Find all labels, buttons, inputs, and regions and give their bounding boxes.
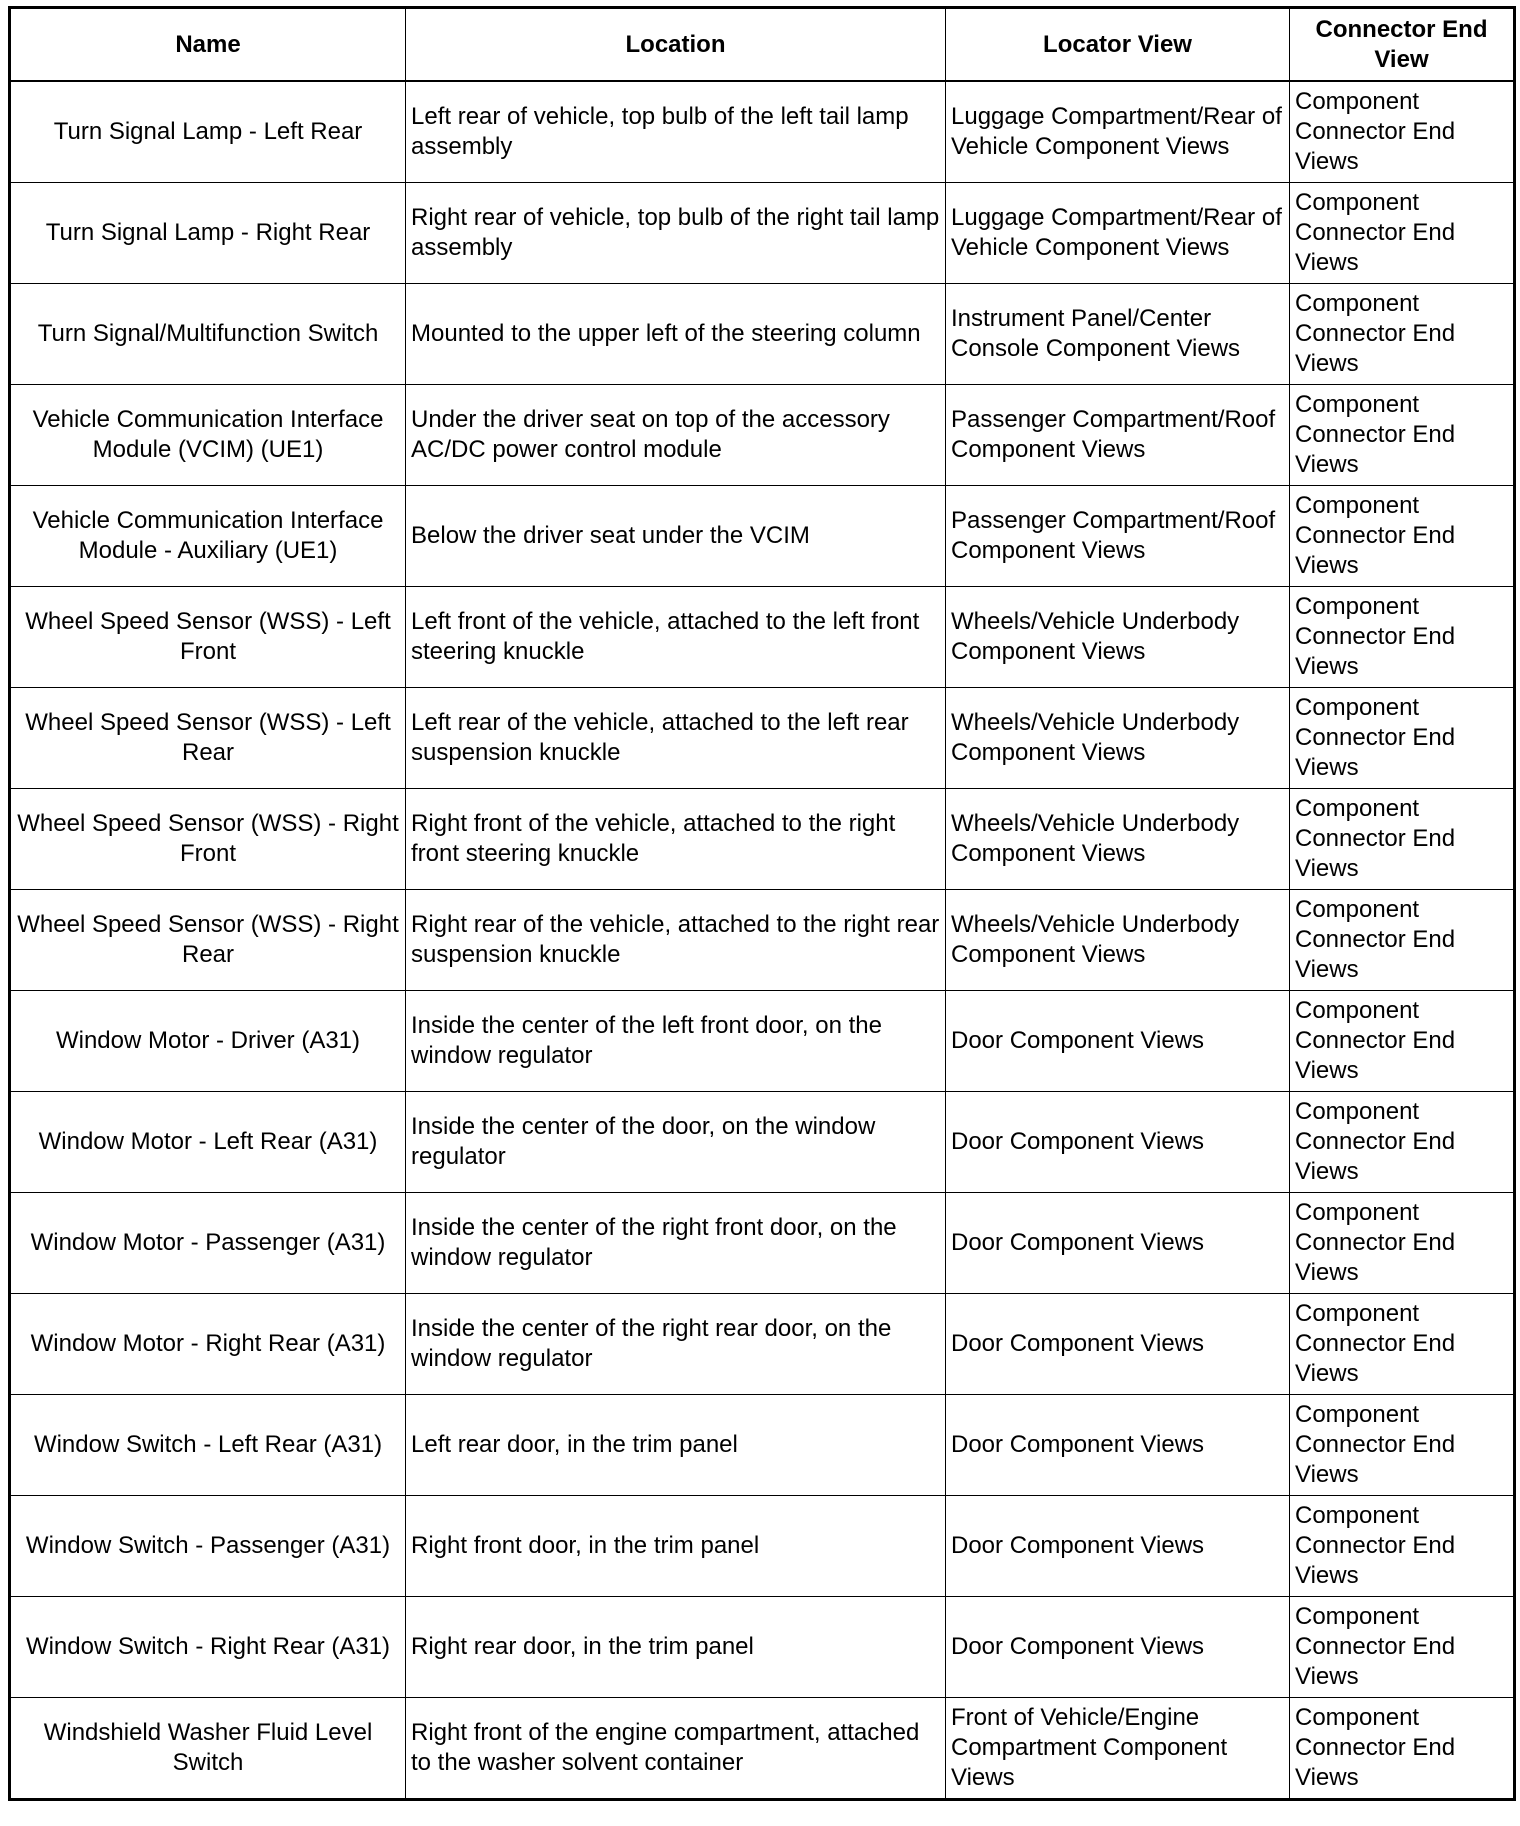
cell-location: Inside the center of the right front door, on the window regulator: [406, 1193, 946, 1294]
cell-connector-end-view: Component Connector End Views: [1290, 587, 1515, 688]
cell-location: Right front of the vehicle, attached to the right front steering knuckle: [406, 789, 946, 890]
cell-name: Wheel Speed Sensor (WSS) - Right Front: [10, 789, 406, 890]
cell-name: Window Switch - Left Rear (A31): [10, 1395, 406, 1496]
cell-name: Wheel Speed Sensor (WSS) - Left Rear: [10, 688, 406, 789]
component-locator-table-wrapper: [8, 6, 1513, 1801]
cell-connector-end-view: Component Connector End Views: [1290, 183, 1515, 284]
cell-connector-end-view: Component Connector End Views: [1290, 284, 1515, 385]
cell-location: Inside the center of the right rear door, on the window regulator: [406, 1294, 946, 1395]
table-row: [10, 81, 1515, 183]
component-locator-table: [8, 6, 1516, 1801]
table-row: [10, 1294, 1515, 1395]
table-row: [10, 1698, 1515, 1800]
header-location: Location: [406, 8, 946, 82]
table-row: [10, 1193, 1515, 1294]
cell-connector-end-view: Component Connector End Views: [1290, 789, 1515, 890]
cell-name: Window Switch - Passenger (A31): [10, 1496, 406, 1597]
table-row: [10, 183, 1515, 284]
cell-name: Window Motor - Passenger (A31): [10, 1193, 406, 1294]
table-row: [10, 890, 1515, 991]
cell-name: Turn Signal/Multifunction Switch: [10, 284, 406, 385]
cell-location: Right rear of the vehicle, attached to the right rear suspension knuckle: [406, 890, 946, 991]
table-body: [10, 81, 1515, 1800]
header-locator-view: Locator View: [946, 8, 1290, 82]
cell-locator-view: Door Component Views: [946, 1496, 1290, 1597]
cell-connector-end-view: Component Connector End Views: [1290, 1597, 1515, 1698]
cell-location: Inside the center of the left front door, on the window regulator: [406, 991, 946, 1092]
cell-connector-end-view: Component Connector End Views: [1290, 1092, 1515, 1193]
cell-location: Below the driver seat under the VCIM: [406, 486, 946, 587]
cell-connector-end-view: Component Connector End Views: [1290, 1698, 1515, 1800]
header-name: Name: [10, 8, 406, 82]
cell-connector-end-view: Component Connector End Views: [1290, 890, 1515, 991]
cell-location: Right front door, in the trim panel: [406, 1496, 946, 1597]
cell-connector-end-view: Component Connector End Views: [1290, 1496, 1515, 1597]
cell-locator-view: Passenger Compartment/Roof Component Views: [946, 486, 1290, 587]
cell-location: Right front of the engine compartment, attached to the washer solvent container: [406, 1698, 946, 1800]
cell-name: Turn Signal Lamp - Left Rear: [10, 81, 406, 183]
cell-connector-end-view: Component Connector End Views: [1290, 991, 1515, 1092]
cell-locator-view: Door Component Views: [946, 1092, 1290, 1193]
cell-connector-end-view: Component Connector End Views: [1290, 81, 1515, 183]
table-row: [10, 385, 1515, 486]
cell-connector-end-view: Component Connector End Views: [1290, 1294, 1515, 1395]
cell-name: Window Motor - Driver (A31): [10, 991, 406, 1092]
table-row: [10, 789, 1515, 890]
table-row: [10, 1395, 1515, 1496]
header-row: [10, 8, 1515, 82]
cell-name: Wheel Speed Sensor (WSS) - Right Rear: [10, 890, 406, 991]
cell-name: Vehicle Communication Interface Module - Auxiliary (UE1): [10, 486, 406, 587]
cell-locator-view: Wheels/Vehicle Underbody Component Views: [946, 688, 1290, 789]
cell-locator-view: Door Component Views: [946, 991, 1290, 1092]
cell-locator-view: Door Component Views: [946, 1395, 1290, 1496]
cell-name: Window Switch - Right Rear (A31): [10, 1597, 406, 1698]
cell-connector-end-view: Component Connector End Views: [1290, 1193, 1515, 1294]
table-header: [10, 8, 1515, 82]
cell-location: Left rear of vehicle, top bulb of the left tail lamp assembly: [406, 81, 946, 183]
cell-name: Wheel Speed Sensor (WSS) - Left Front: [10, 587, 406, 688]
cell-locator-view: Wheels/Vehicle Underbody Component Views: [946, 789, 1290, 890]
cell-locator-view: Wheels/Vehicle Underbody Component Views: [946, 587, 1290, 688]
cell-location: Inside the center of the door, on the window regulator: [406, 1092, 946, 1193]
cell-location: Right rear door, in the trim panel: [406, 1597, 946, 1698]
header-connector-end-view: Connector End View: [1290, 8, 1515, 82]
cell-locator-view: Instrument Panel/Center Console Component Views: [946, 284, 1290, 385]
cell-locator-view: Door Component Views: [946, 1193, 1290, 1294]
cell-locator-view: Luggage Compartment/Rear of Vehicle Component Views: [946, 81, 1290, 183]
cell-name: Turn Signal Lamp - Right Rear: [10, 183, 406, 284]
cell-connector-end-view: Component Connector End Views: [1290, 385, 1515, 486]
table-row: [10, 1092, 1515, 1193]
table-row: [10, 688, 1515, 789]
cell-locator-view: Wheels/Vehicle Underbody Component Views: [946, 890, 1290, 991]
cell-location: Right rear of vehicle, top bulb of the right tail lamp assembly: [406, 183, 946, 284]
cell-locator-view: Door Component Views: [946, 1597, 1290, 1698]
cell-connector-end-view: Component Connector End Views: [1290, 688, 1515, 789]
table-row: [10, 1496, 1515, 1597]
cell-connector-end-view: Component Connector End Views: [1290, 486, 1515, 587]
cell-location: Left front of the vehicle, attached to the left front steering knuckle: [406, 587, 946, 688]
table-row: [10, 991, 1515, 1092]
cell-locator-view: Luggage Compartment/Rear of Vehicle Component Views: [946, 183, 1290, 284]
cell-name: Windshield Washer Fluid Level Switch: [10, 1698, 406, 1800]
cell-locator-view: Passenger Compartment/Roof Component Views: [946, 385, 1290, 486]
cell-name: Window Motor - Left Rear (A31): [10, 1092, 406, 1193]
cell-location: Left rear of the vehicle, attached to the left rear suspension knuckle: [406, 688, 946, 789]
cell-connector-end-view: Component Connector End Views: [1290, 1395, 1515, 1496]
cell-name: Window Motor - Right Rear (A31): [10, 1294, 406, 1395]
cell-name: Vehicle Communication Interface Module (VCIM) (UE1): [10, 385, 406, 486]
cell-location: Left rear door, in the trim panel: [406, 1395, 946, 1496]
table-row: [10, 587, 1515, 688]
table-row: [10, 1597, 1515, 1698]
table-row: [10, 284, 1515, 385]
cell-location: Under the driver seat on top of the accessory AC/DC power control module: [406, 385, 946, 486]
cell-location: Mounted to the upper left of the steering column: [406, 284, 946, 385]
cell-locator-view: Front of Vehicle/Engine Compartment Component Views: [946, 1698, 1290, 1800]
table-row: [10, 486, 1515, 587]
cell-locator-view: Door Component Views: [946, 1294, 1290, 1395]
